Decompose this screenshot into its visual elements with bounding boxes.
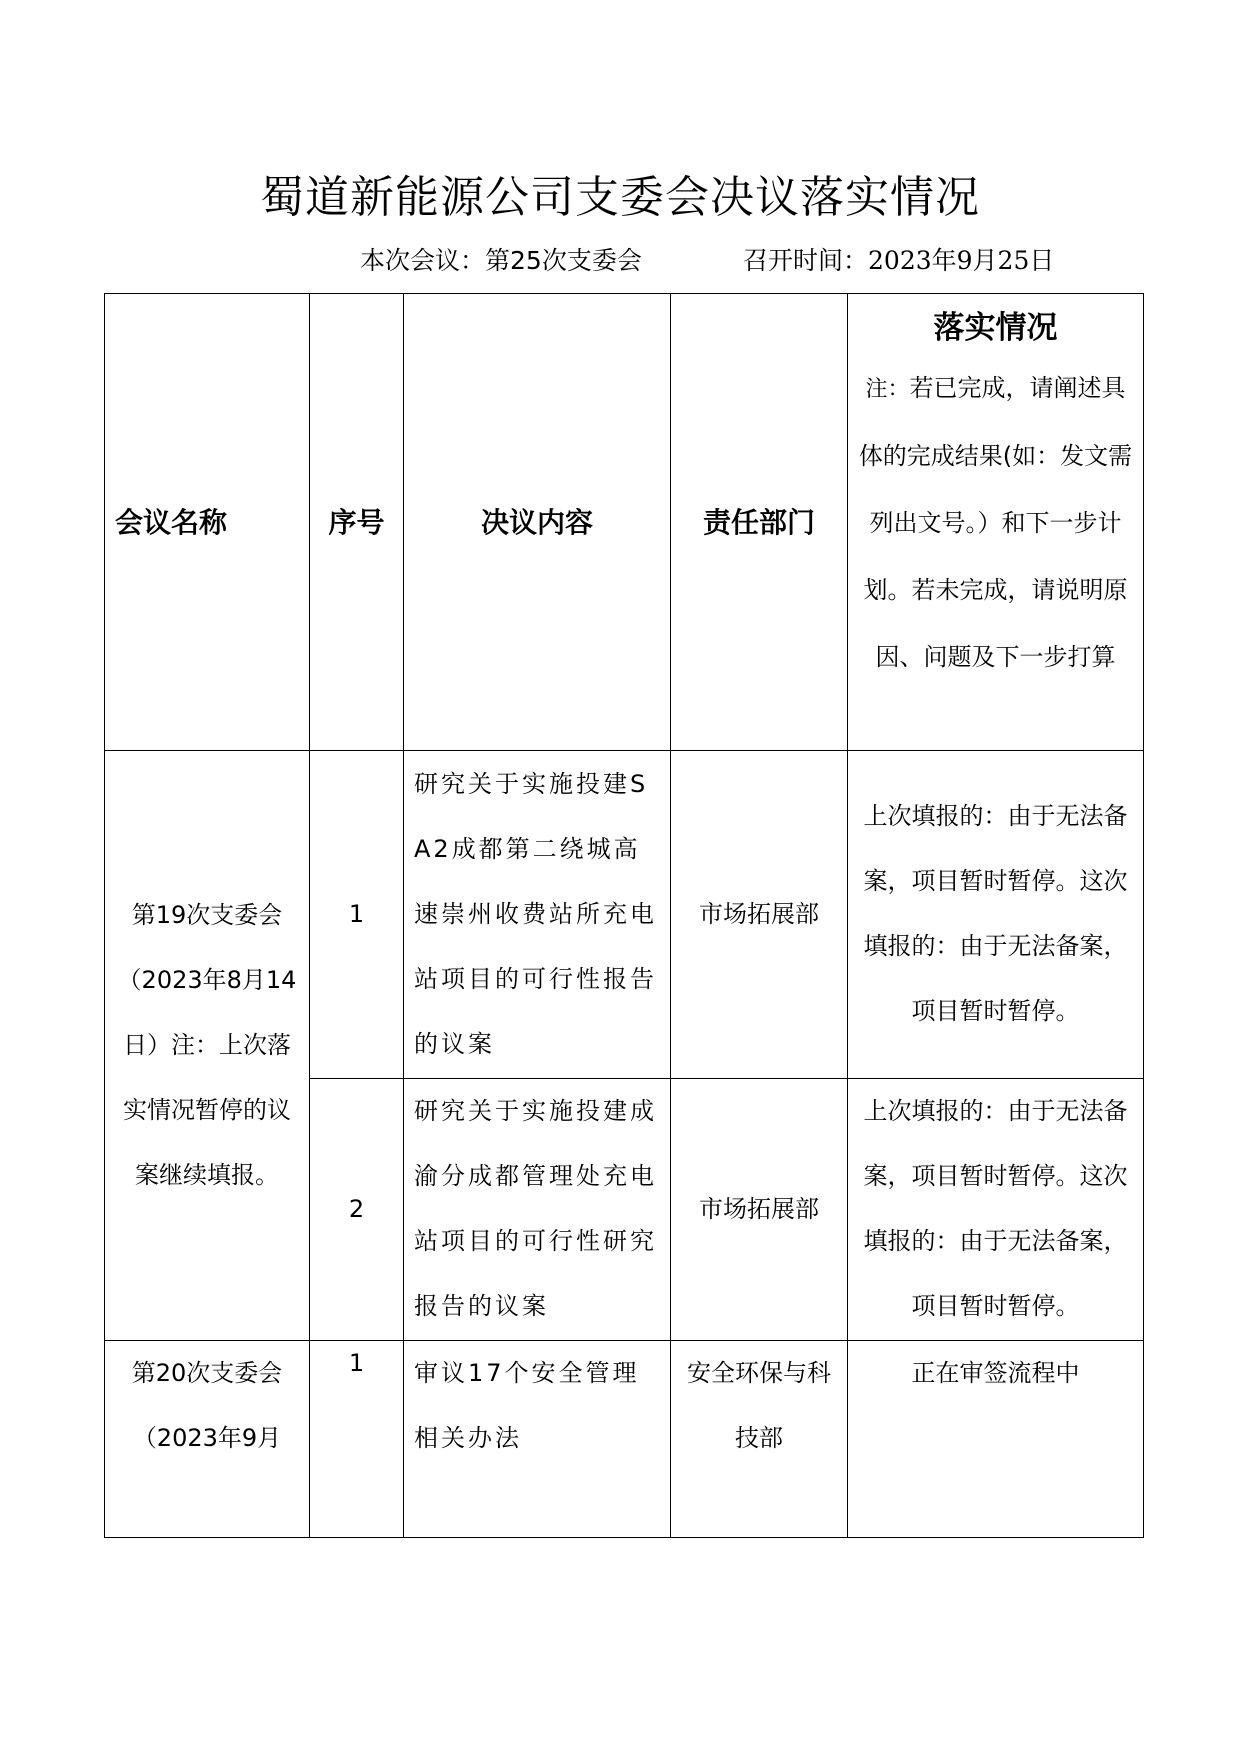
note-prefix: 注：: [865, 377, 910, 402]
seq-cell: 1: [310, 751, 404, 1079]
dept-cell: 安全环保与科技部: [671, 1340, 848, 1538]
dept-cell: 市场拓展部: [671, 1078, 848, 1340]
header-seq: 序号: [310, 294, 404, 751]
table-row: [105, 1340, 1144, 1538]
meeting-cell: 第19次支委会（2023年8月14日）注：上次落实情况暂停的议案继续填报。: [105, 751, 310, 1340]
resolution-table: [104, 293, 1144, 1538]
page-title: 蜀道新能源公司支委会决议落实情况: [260, 172, 980, 223]
status-cell: 上次填报的：由于无法备案，项目暂时暂停。这次填报的：由于无法备案，项目暂时暂停。: [848, 751, 1144, 1079]
dept-cell: 市场拓展部: [671, 751, 848, 1079]
note-text: 若已完成，请阐述具体的完成结果(如：发文需列出文号。）和下一步计划。若未完成，请说明原因、问题及下一步打算: [858, 374, 1133, 671]
content-cell: 研究关于实施投建SA2成都第二绕城高速崇州收费站所充电站项目的可行性报告的议案: [404, 751, 671, 1079]
meeting-info: [360, 244, 642, 278]
meeting-value: 第25次支委会: [485, 246, 642, 275]
header-content: 决议内容: [404, 294, 671, 751]
header-status-note: [859, 374, 1132, 671]
status-cell: 上次填报的：由于无法备案，项目暂时暂停。这次填报的：由于无法备案，项目暂时暂停。: [848, 1078, 1144, 1340]
header-dept: 责任部门: [671, 294, 848, 751]
content-cell: 审议17个安全管理相关办法: [404, 1340, 671, 1538]
seq-cell: 1: [310, 1340, 404, 1538]
header-meeting-name: 会议名称: [105, 294, 310, 751]
meeting-time-value: 2023年9月25日: [868, 246, 1055, 275]
seq-cell: 2: [310, 1078, 404, 1340]
meeting-label: 本次会议：: [360, 246, 486, 275]
table-row: [105, 751, 1144, 1079]
meeting-cell: 第20次支委会（2023年9月: [105, 1340, 310, 1538]
header-status: [848, 294, 1144, 751]
table-header-row: [105, 294, 1144, 751]
content-cell: 研究关于实施投建成渝分成都管理处充电站项目的可行性研究报告的议案: [404, 1078, 671, 1340]
meeting-time: [743, 244, 1054, 278]
header-status-title: 落实情况: [933, 310, 1058, 346]
status-cell: 正在审签流程中: [848, 1340, 1144, 1538]
meeting-time-label: 召开时间：: [743, 246, 869, 275]
